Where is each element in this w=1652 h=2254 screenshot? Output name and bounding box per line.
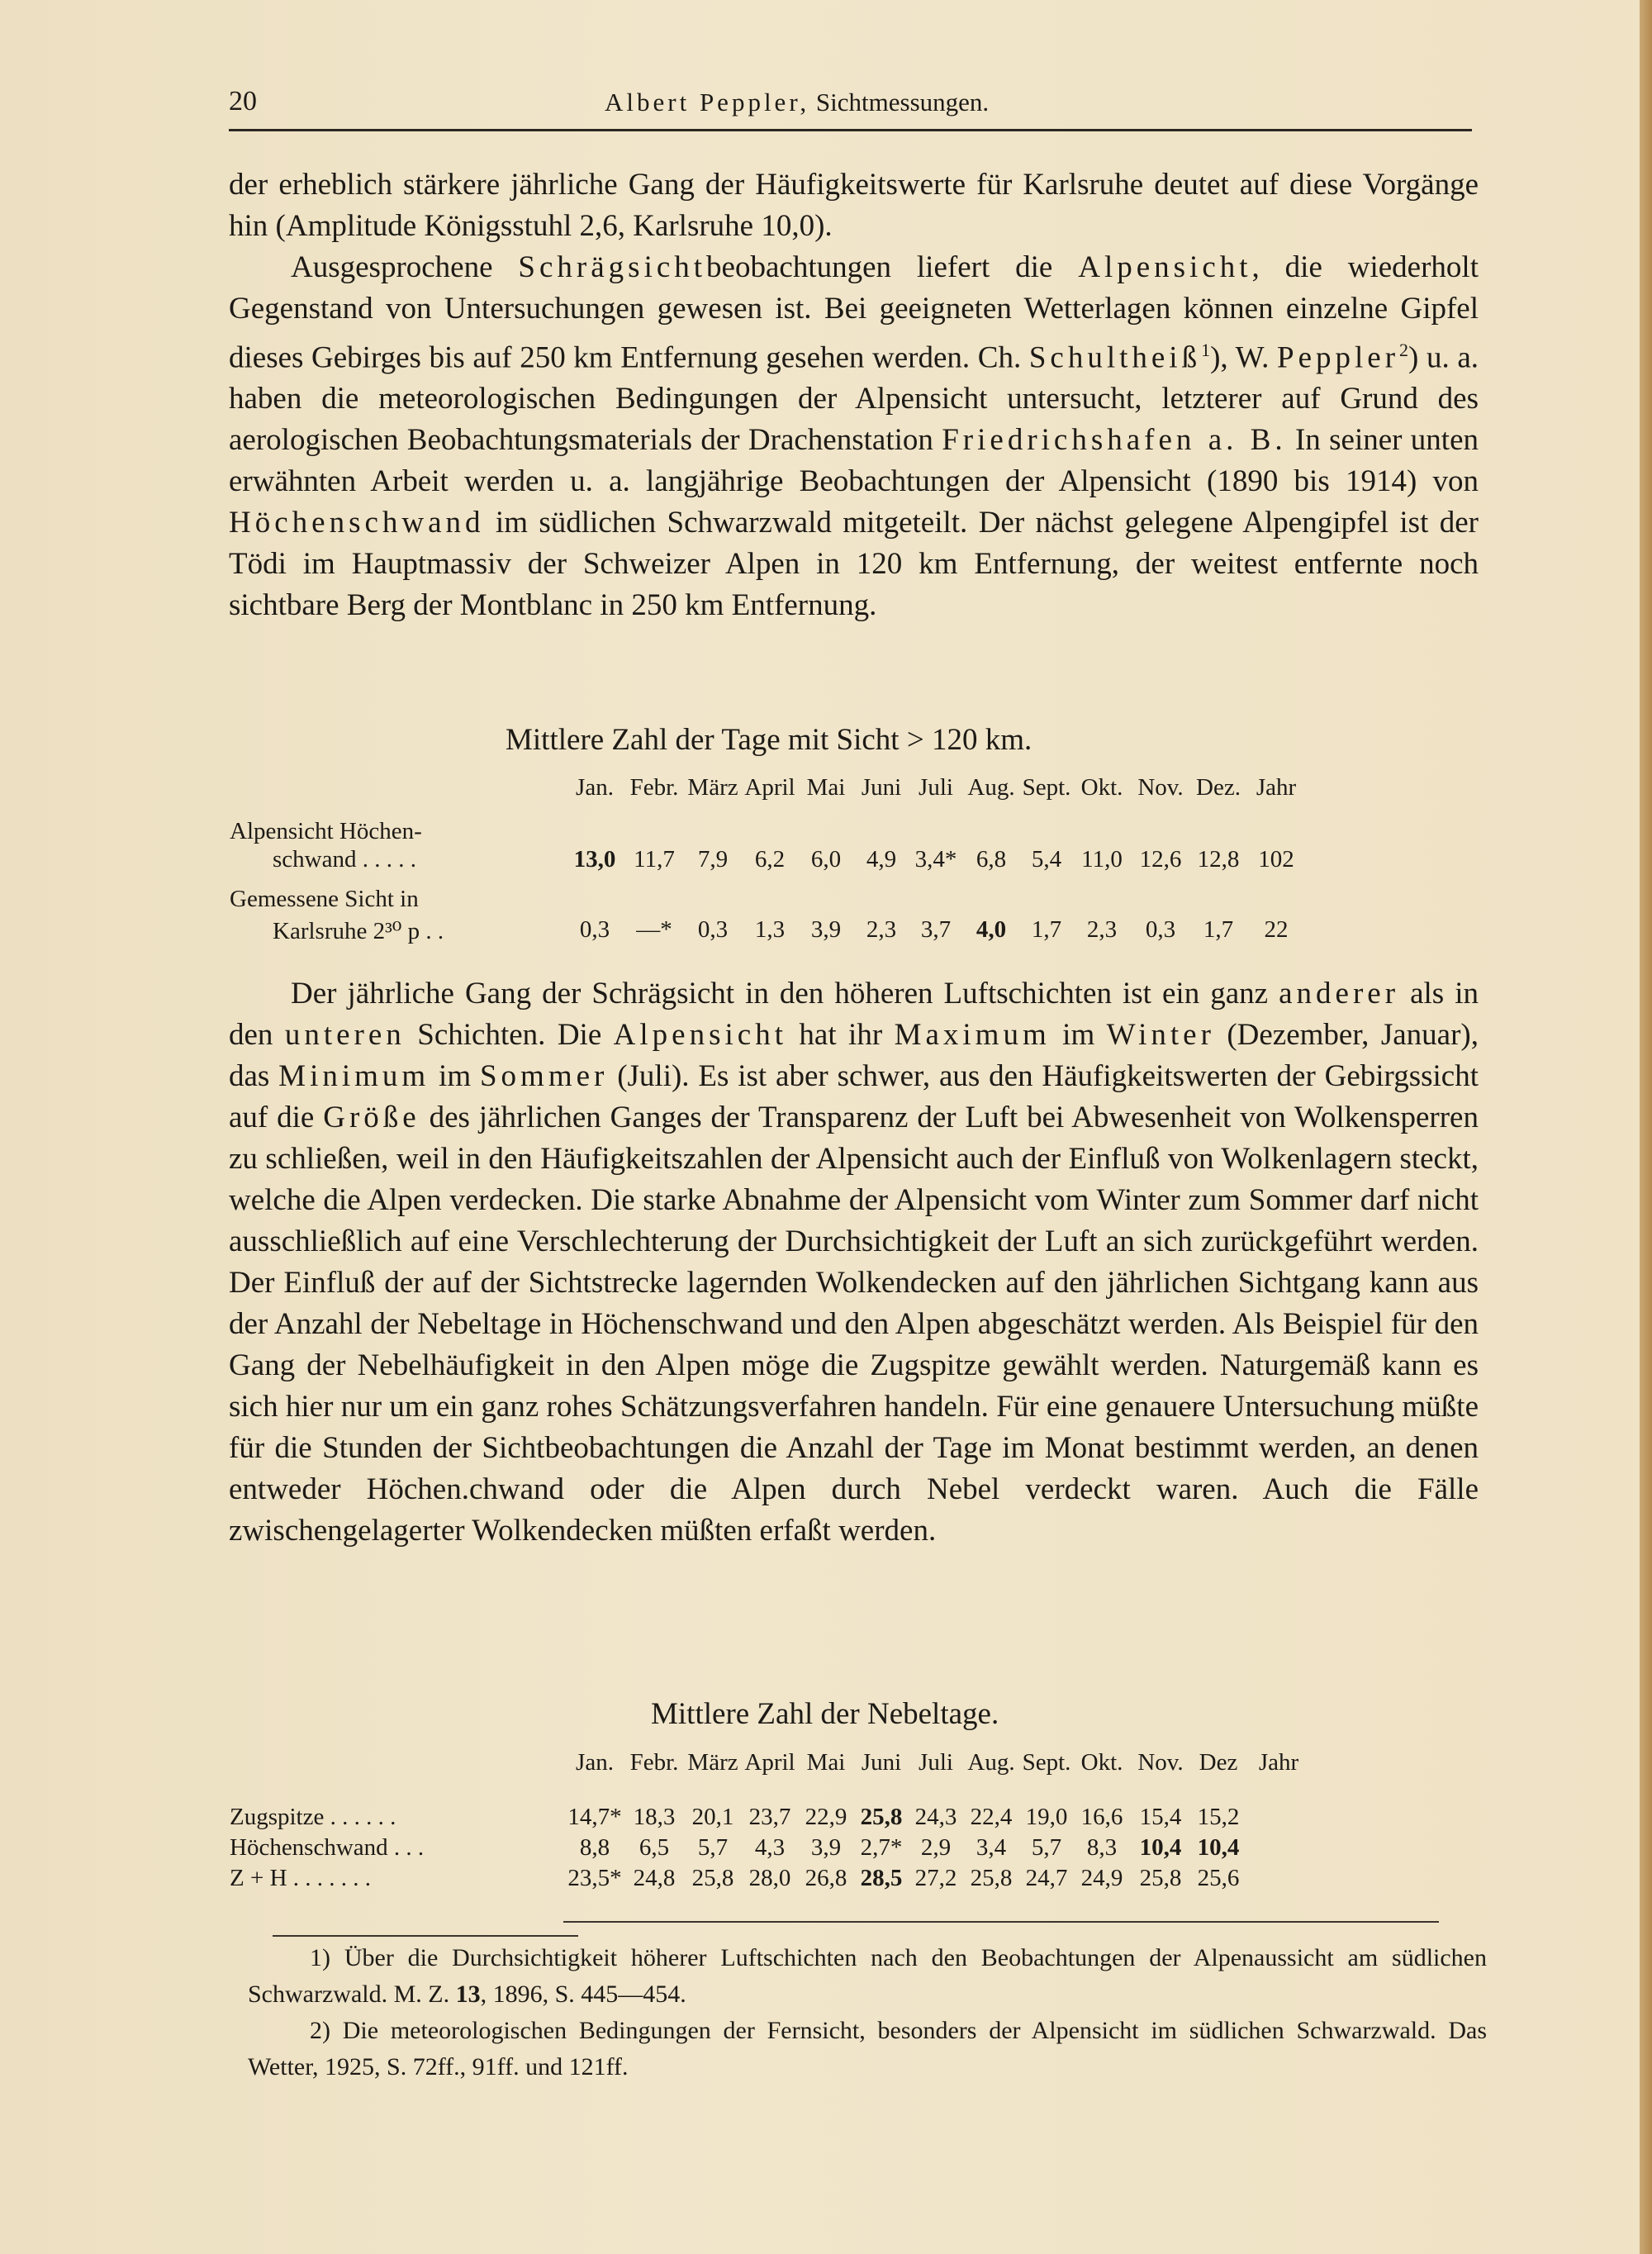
table-1-title: Mittlere Zahl der Tage mit Sicht > 120 km. [506,723,1032,757]
table-2-header-cell: Febr. [629,1749,679,1776]
page-number: 20 [229,86,257,117]
table-1-cell: 7,9 [697,846,729,873]
table-1-cell: 4,9 [866,846,897,873]
table-1-cell: 5,4 [1031,846,1062,873]
table-1-cell: 0,3 [1145,916,1176,943]
table-1-header-cell: Okt. [1080,774,1123,801]
table-1-header-cell: Aug. [967,774,1015,801]
table-2-cell: 2,9 [920,1834,952,1861]
table-2-cell: 24,9 [1080,1865,1123,1891]
table-2-cell: 20,1 [691,1804,734,1830]
table-2-cell: 19,0 [1025,1804,1068,1830]
table-2-cell: 28,5 [860,1865,903,1891]
table-1-cell: 6,8 [976,846,1007,873]
table-2-cell: 6,5 [638,1834,670,1861]
table-2-cell: 15,2 [1197,1804,1240,1830]
paragraph-1 [229,164,1479,247]
paragraph-2 [229,247,1479,626]
table-1-cell: 6,0 [810,846,842,873]
table-1-row-label: Alpensicht Höchen- [230,818,422,844]
table-1-header-cell: Nov. [1137,774,1184,801]
table-1-header-cell: März [687,774,738,801]
table-2-header-cell: Jan. [576,1749,614,1776]
table-1-header-cell: Juni [861,774,902,801]
table-2-header-cell: Dez [1199,1749,1238,1776]
running-title-author: Albert Peppler, [605,88,810,117]
paragraph-2-text: Ausgesprochene Schrägsichtbeobachtungen liefert die Alpensicht, die wiederholt Gegenstand von Untersuchungen gewesen ist. Bei geeigneten Wetterlagen können einzelne Gipfel dieses Gebirges bis auf 250 km Entfernung gesehen werden. Ch. Schultheiß$^1$), W. Peppler$^2$) u. a. haben die meteorologischen Bedingungen der Alpensicht untersucht, letzterer auf Grund des aerologischen Beobachtungsmaterials der Drachenstation Friedrichshafen a. B. In seiner unten erwähnten Arbeit werden u. a. langjährige Beobachtungen der Alpensicht (1890 bis 1914) von Höchenschwand im südlichen Schwarzwald mitgeteilt. Der nächst gelegene Alpengipfel ist der Tödi im Hauptmassiv der Schweizer Alpen in 120 km Entfernung, der weitest entfernte noch sichtbare Berg der Montblanc in 250 km Entfernung. [229,250,1479,623]
table-2-header-cell: April [744,1749,795,1776]
table-1-cell: 3,4* [914,846,957,873]
table-2-cell: 23,5* [567,1865,622,1891]
page-edge [1640,0,1652,2254]
table-2-header-cell: März [687,1749,738,1776]
table-1-cell: 3,7 [920,916,952,943]
table-1-header-cell: Jan. [576,774,614,801]
table-1-cell: 3,9 [810,916,842,943]
table-2-cell: 4,3 [754,1834,786,1861]
table-2-header-cell: Sept. [1022,1749,1071,1776]
table-2-cell: 22,9 [805,1804,847,1830]
table-2-header-cell: Mai [806,1749,846,1776]
table-2-cell: 23,7 [748,1804,791,1830]
table-1-cell: 22 [1264,916,1289,943]
table-2-cell: 10,4 [1197,1834,1240,1861]
footnote-1: 1) Über die Durchsichtigkeit höherer Luftschichten nach den Beobachtungen der Alpenaussicht am südlichen Schwarzwald. M. Z. 13, 1896, S. 445—454. [248,1944,1487,2008]
table-2-cell: 3,4 [976,1834,1007,1861]
table-2-cell: 8,3 [1086,1834,1118,1861]
table-2-cell: 18,3 [633,1804,676,1830]
table-2-cell: 2,7* [860,1834,903,1861]
table-2-cell: 25,8 [1139,1865,1182,1891]
table-2-header-cell: Juli [919,1749,953,1776]
table-1-cell: 11,0 [1081,846,1123,873]
table-2-row-label: Höchenschwand . . . [230,1834,425,1861]
table-1-cell: 11,7 [634,846,675,873]
running-title [605,88,989,117]
table-2-row-label: Zugspitze . . . . . . [230,1804,396,1830]
table-2-cell: 25,6 [1197,1865,1240,1891]
table-1-cell: 6,2 [754,846,786,873]
table-2-cell: 10,4 [1139,1834,1182,1861]
table-1-cell: 1,3 [754,916,786,943]
paragraph-3 [229,973,1479,1552]
table-1-cell: 0,3 [579,916,610,943]
footnote-ref-1: 1 [1201,340,1211,360]
footnote-rule [273,1935,578,1937]
table-1-cell: 4,0 [976,916,1007,943]
table-2-cell: 24,8 [633,1865,676,1891]
running-title-text: Sichtmessungen. [815,88,990,117]
table-2-cell: 28,0 [748,1865,791,1891]
table-1-cell: —* [636,916,672,943]
footnote-ref-2: 2 [1399,340,1409,360]
table-1-header-cell: Dez. [1196,774,1241,801]
table-2-cell: 27,2 [914,1865,957,1891]
table-2-cell: 25,8 [970,1865,1013,1891]
table-1-cell: 2,3 [866,916,897,943]
table-2-header-cell: Okt. [1080,1749,1123,1776]
table-1-header-cell: Sept. [1022,774,1071,801]
table-2-cell: 24,3 [914,1804,957,1830]
table-2-cell: 5,7 [1031,1834,1062,1861]
table-2-cell: 14,7* [567,1804,622,1830]
table-1-cell: 13,0 [573,846,616,873]
table-2-cell: 16,6 [1080,1804,1123,1830]
table-1-cell: 0,3 [697,916,729,943]
table-2-header-cell: Juni [861,1749,902,1776]
table-1-header-cell: Mai [806,774,846,801]
table-2-cell: 24,7 [1025,1865,1068,1891]
table-1-cell: 102 [1258,846,1294,873]
paragraph-3-text: Der jährliche Gang der Schrägsicht in den höheren Luftschichten ist ein ganz anderer als in den unteren Schichten. Die Alpensicht hat ihr Maximum im Winter (Dezember, Januar), das Minimum im Sommer (Juli). Es ist aber schwer, aus den Häufigkeitswerten der Gebirgssicht auf die Größe des jährlichen Ganges der Transparenz der Luft bei Abwesenheit von Wolkensperren zu schließen, weil in den Häufigkeitszahlen der Alpensicht auch der Einfluß von Wolkenlagern steckt, welche die Alpen verdecken. Die starke Abnahme der Alpensicht vom Winter zum Sommer darf nicht ausschließlich auf eine Verschlechterung der Durchsichtigkeit der Luft an sich zurückgeführt werden. Der Einfluß der auf der Sichtstrecke lagernden Wolkendecken auf den jährlichen Sichtgang kann aus der Anzahl der Nebeltage in Höchenschwand und den Alpen abgeschätzt werden. Als Beispiel für den Gang der Nebelhäufigkeit in den Alpen möge die Zugspitze gewählt werden. Naturgemäß kann es sich hier nur um ein ganz rohes Schätzungsverfahren handeln. Für eine genauere Untersuchung müßte für die Stunden der Sichtbeobachtungen die Anzahl der Tage im Monat bestimmt werden, an denen entweder Höchen.chwand oder die Alpen durch Nebel verdeckt waren. Auch die Fälle zwischengelagerter Wolkendecken müßten erfaßt werden. [229,977,1479,1548]
table-2-cell: 22,4 [970,1804,1013,1830]
page-header [229,83,1472,131]
table-2-cell: 26,8 [805,1865,847,1891]
table-1-cell: 2,3 [1086,916,1118,943]
table-2-cell: 5,7 [697,1834,729,1861]
table-2-header-cell: Aug. [967,1749,1015,1776]
table-1-header-cell: Juli [919,774,953,801]
table-2-cell: 8,8 [579,1834,610,1861]
table-2-row-label: Z + H . . . . . . . [230,1865,372,1891]
table-2-cell: 25,8 [691,1865,734,1891]
table-1-row-label: schwand . . . . . [273,846,416,873]
footnote-2: 2) Die meteorologischen Bedingungen der Fernsicht, besonders der Alpensicht im südlichen Schwarzwald. Das Wetter, 1925, S. 72ff., 91ff. und 121ff. [248,2017,1487,2080]
table-1-cell: 1,7 [1203,916,1234,943]
table-1-cell: 12,6 [1139,846,1182,873]
table-2-rule [563,1921,1439,1923]
table-2-cell: 3,9 [810,1834,842,1861]
table-1-header-cell: April [744,774,795,801]
table-2-title: Mittlere Zahl der Nebeltage. [651,1697,999,1731]
table-1-header-cell: Febr. [629,774,679,801]
table-2-header-cell: Jahr [1258,1749,1299,1776]
table-2-cell: 25,8 [860,1804,903,1830]
table-2-cell: 15,4 [1139,1804,1182,1830]
paragraph-1-text: der erheblich stärkere jährliche Gang der Häufigkeitswerte für Karlsruhe deutet auf diese Vorgänge hin (Amplitude Königsstuhl 2,6, Karlsruhe 10,0). [229,168,1479,243]
table-2-header-cell: Nov. [1137,1749,1184,1776]
table-1-row-label: Gemessene Sicht in [230,886,419,912]
table-1-row-label: Karlsruhe 2³⁰ p . . [273,918,444,944]
table-1-cell: 1,7 [1031,916,1062,943]
table-1-header-cell: Jahr [1256,774,1297,801]
table-1-cell: 12,8 [1197,846,1240,873]
